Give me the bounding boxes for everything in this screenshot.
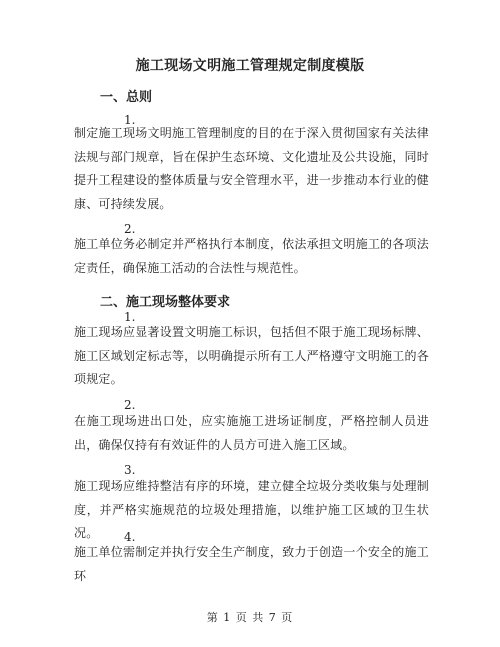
paragraph: 施工单位务必制定并严格执行本制度，依法承担文明施工的各项法定责任，确保施工活动的合法性与规范性。 xyxy=(74,237,429,275)
item-number: 2. xyxy=(124,398,136,412)
item-number: 2. xyxy=(124,222,136,236)
item-number: 4. xyxy=(124,530,136,544)
page-number-footer: 第 1 页 共 7 页 xyxy=(206,611,294,624)
paragraph: 施工单位需制定并执行安全生产制度，致力于创造一个安全的施工环 xyxy=(74,545,429,583)
paragraph: 施工现场应维持整洁有序的环境，建立健全垃圾分类收集与处理制度，并严格实施规范的垃圾处理措施，以维护施工区域的卫生状况。 xyxy=(74,479,429,540)
paragraph: 施工现场应显著设置文明施工标识，包括但不限于施工现场标牌、施工区域划定标志等，以明确提示所有工人严格遵守文明施工的各项规定。 xyxy=(74,325,429,386)
paragraph: 在施工现场进出口处，应实施施工进场证制度，严格控制人员进出，确保仅持有有效证件的人员方可进入施工区域。 xyxy=(74,414,429,452)
section-heading-site-requirements: 二、施工现场整体要求 xyxy=(100,295,231,310)
paragraph: 制定施工现场文明施工管理制度的目的在于深入贯彻国家有关法律法规与部门规章，旨在保护生态环境、文化遗址及公共设施，同时提升工程建设的整体质量与安全管理水平，进一步推动本行业的健康、可持续发展。 xyxy=(74,126,429,211)
section-heading-general: 一、总则 xyxy=(100,90,153,105)
item-number: 1. xyxy=(124,113,136,127)
item-number: 3. xyxy=(124,463,136,477)
item-number: 1. xyxy=(124,310,136,324)
document-title: 施工现场文明施工管理规定制度模版 xyxy=(135,58,365,74)
